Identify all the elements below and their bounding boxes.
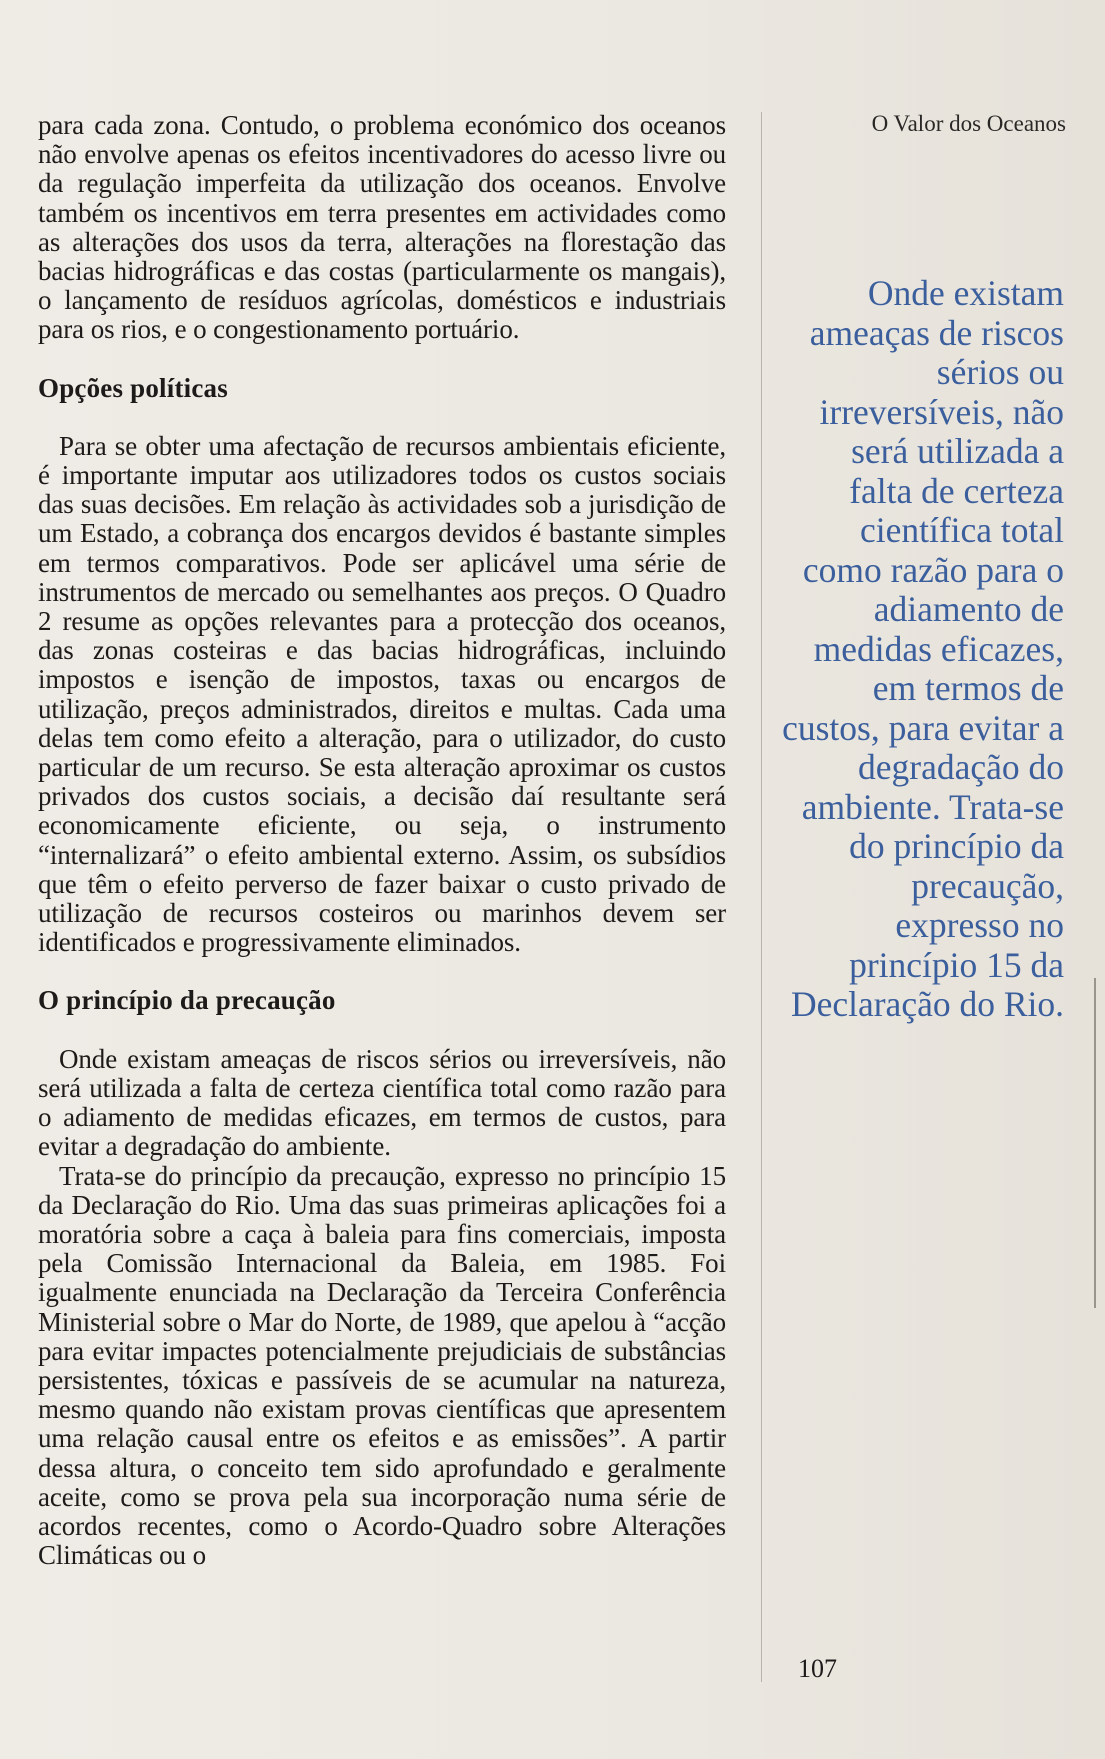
- running-head: O Valor dos Oceanos: [871, 111, 1066, 136]
- pull-quote: Onde existam ameaças de riscos sérios ou irreversíveis, não será utilizada a falta de certeza científica total como razão para o adiamento de medidas eficazes, em termos de custos, para evitar a degradação do ambiente. Trata-se do princípio da precaução, expresso no princípio 15 da Declaração do Rio.: [782, 273, 1064, 1024]
- column-divider: [761, 112, 762, 1682]
- page-number: 107: [798, 1654, 837, 1683]
- body-paragraph-4: Trata-se do princípio da precaução, expresso no princípio 15 da Declaração do Rio. Uma das suas primeiras aplicações foi a moratória sobre a caça à baleia para fins comerciais, imposta pela Comissão Internacional da Baleia, em 1985. Foi igualmente enunciada na Declaração da Terceira Conferência Ministerial sobre o Mar do Norte, de 1989, que apelou à “acção para evitar impactes potencialmente prejudiciais de substâncias persistentes, tóxicas e passíveis de se acumular na natureza, mesmo quando não existam provas científicas que apresentem uma relação causal entre os efeitos e as emissões”. A partir dessa altura, o conceito tem sido aprofundado e geralmente aceite, como se prova pela sua incorporação numa série de acordos recentes, como o Acordo-Quadro sobre Alterações Climáticas ou o: [38, 1160, 726, 1571]
- body-paragraph-1: para cada zona. Contudo, o problema económico dos oceanos não envolve apenas os efeitos incentivadores do acesso livre ou da regulação imperfeita da utilização dos oceanos. Envolve também os incentivos em terra presentes em actividades como as alterações dos usos da terra, alterações na florestação das bacias hidrográficas e das costas (particularmente os mangais), o lançamento de resíduos agrícolas, domésticos e industriais para os rios, e o congestionamento portuário.: [38, 110, 726, 345]
- body-paragraph-3: Onde existam ameaças de riscos sérios ou irreversíveis, não será utilizada a falta de certeza científica total como razão para o adiamento de medidas eficazes, em termos de custos, para evitar a degradação do ambiente.: [38, 1043, 726, 1162]
- body-paragraph-2: Para se obter uma afectação de recursos ambientais eficiente, é importante imputar aos utilizadores todos os custos sociais das suas decisões. Em relação às actividades sob a jurisdição de um Estado, a cobrança dos encargos devidos é bastante simples em termos comparativos. Pode ser aplicável uma série de instrumentos de mercado ou semelhantes aos preços. O Quadro 2 resume as opções relevantes para a protecção dos oceanos, das zonas costeiras e das bacias hidrográficas, incluindo impostos e isenção de impostos, taxas ou encargos de utilização, preços administrados, direitos e multas. Cada uma delas tem como efeito a alteração, para o utilizador, do custo particular de um recurso. Se esta alteração aproximar os custos privados dos custos sociais, a decisão daí resultante será economicamente eficiente, ou seja, o instrumento “internalizará” o efeito ambiental externo. Assim, os subsídios que têm o efeito perverso de fazer baixar o custo privado de utilização de recursos costeiros ou marinhos devem ser identificados e progressivamente eliminados.: [38, 430, 726, 958]
- main-text-column: [38, 111, 726, 1570]
- page-edge-mark: [1094, 978, 1096, 1308]
- section-heading-precautionary-principle: O princípio da precaução: [38, 985, 336, 1016]
- section-heading-policy-options: Opções políticas: [38, 372, 228, 403]
